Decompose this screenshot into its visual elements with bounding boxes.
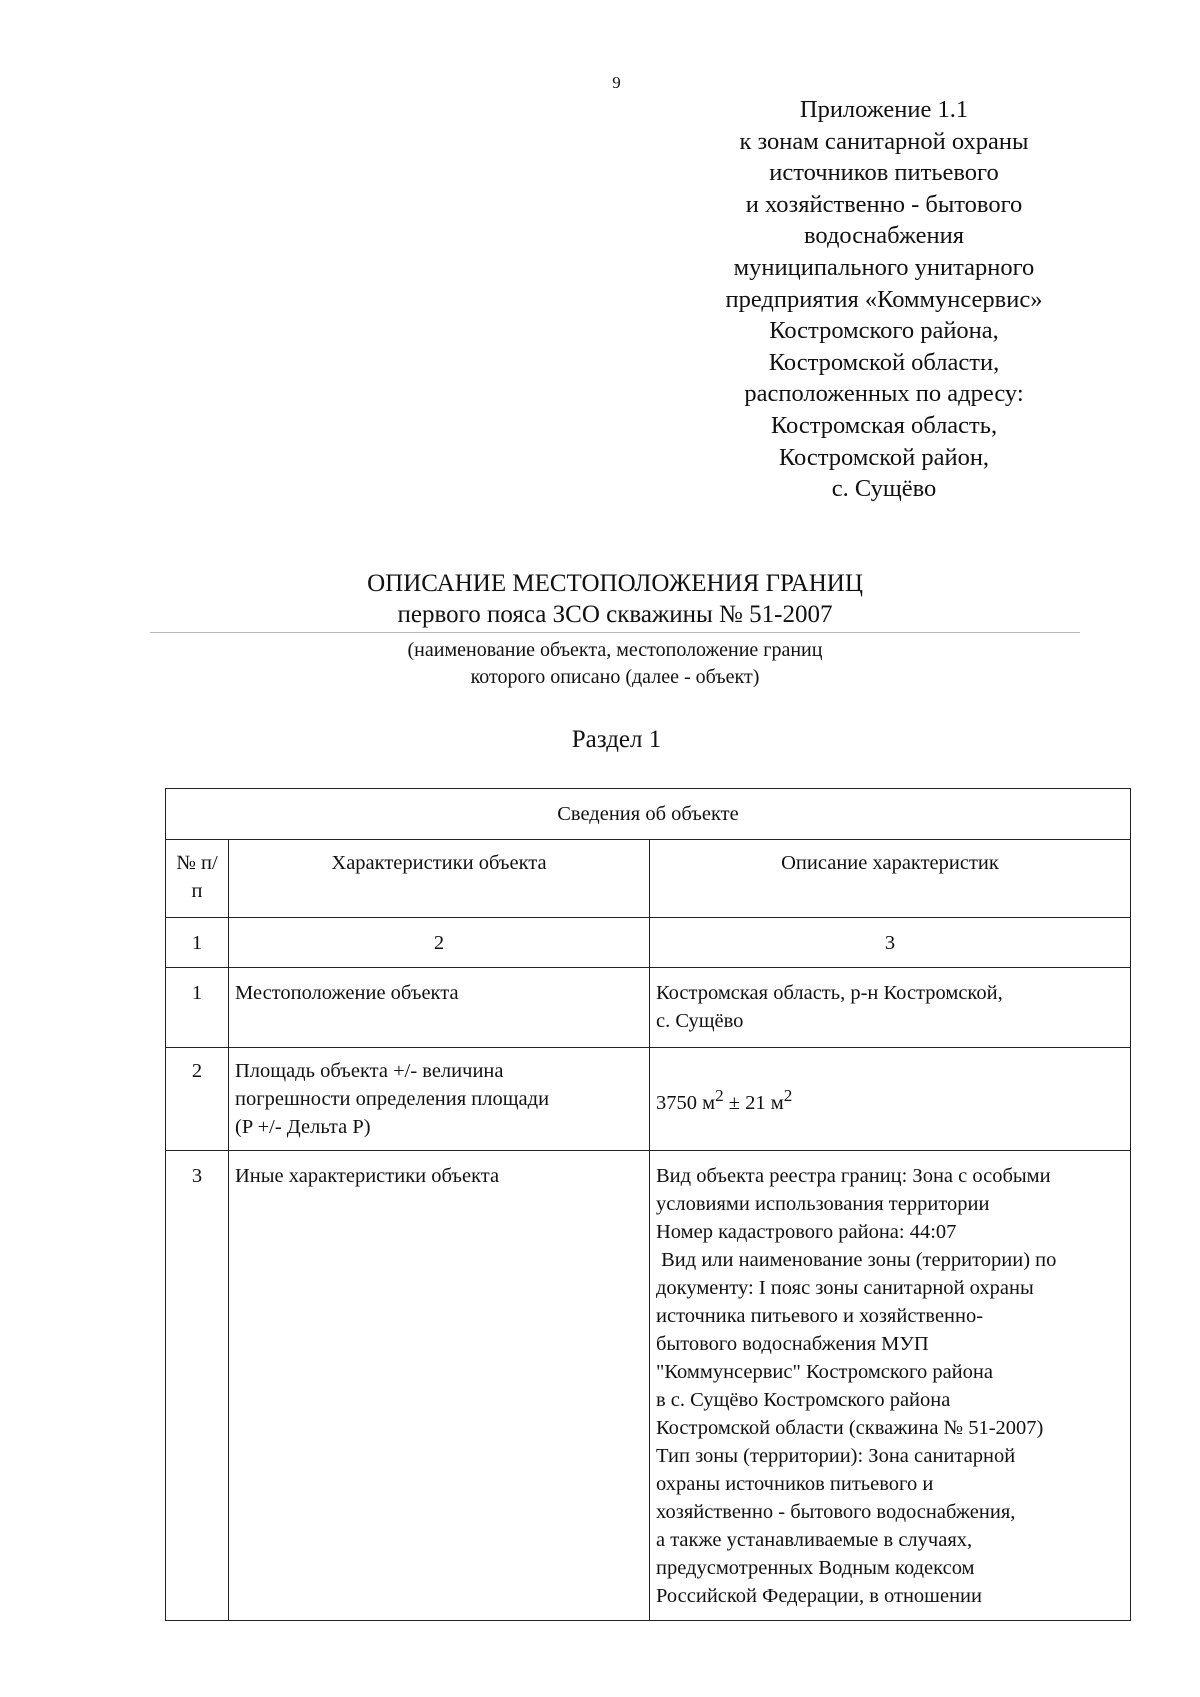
description-line: Номер кадастрового района: 44:07: [656, 1221, 957, 1243]
description-line: Вид или наименование зоны (территории) по: [656, 1249, 1057, 1271]
characteristic-line: (P +/- Дельта P): [235, 1116, 371, 1138]
description-line: Российской Федерации, в отношении: [656, 1585, 982, 1607]
description-line: предусмотренных Водным кодексом: [656, 1557, 975, 1579]
table-row: [166, 1048, 1131, 1151]
area-unit-power: 2: [715, 1085, 724, 1105]
appendix-line: к зонам санитарной охраны: [739, 127, 1029, 155]
appendix-line: Костромская область,: [770, 411, 998, 439]
area-value: [650, 1048, 1131, 1151]
description-line: источника питьевого и хозяйственно-: [656, 1305, 984, 1327]
description-line: Вид объекта реестра границ: Зона с особыми: [656, 1165, 1051, 1187]
description-line: Костромская область, р-н Костромской,: [656, 982, 1003, 1004]
appendix-line: Приложение 1.1: [799, 96, 969, 123]
appendix-line: муниципального унитарного: [733, 253, 1035, 281]
description-line: Костромской области (скважина № 51-2007): [656, 1417, 1044, 1439]
description-line: документу: I пояс зоны санитарной охраны: [656, 1277, 1034, 1299]
description-line: условиями использования территории: [656, 1193, 990, 1215]
row-characteristic: Местоположение объекта: [229, 968, 650, 1048]
document-subtitle: первого пояса ЗСО скважины № 51-2007: [397, 601, 833, 628]
title-note-line: которого описано (далее - объект): [470, 666, 760, 688]
appendix-line: источников питьевого: [769, 159, 999, 187]
appendix-line: расположенных по адресу:: [744, 380, 1024, 408]
document-title-block: [150, 568, 1080, 691]
characteristic-line: погрешности определения площади: [235, 1088, 550, 1110]
appendix-line: Костромского района,: [769, 317, 999, 345]
row-characteristic: Иные характеристики объекта: [229, 1151, 650, 1621]
table-caption: Сведения об объекте: [166, 789, 1131, 840]
appendix-line: Костромской области,: [768, 348, 1000, 376]
table-caption-row: [166, 789, 1131, 840]
title-note-line: (наименование объекта, местоположение границ: [407, 639, 823, 661]
appendix-line: с. Сущёво: [831, 475, 937, 503]
section-title: Раздел 1: [571, 726, 662, 753]
table-header-row: [166, 840, 1131, 918]
description-line: с. Сущёво: [656, 1010, 744, 1032]
row-characteristic: [229, 1048, 650, 1151]
characteristic-line: Площадь объекта +/- величина: [235, 1060, 504, 1082]
title-underline: [150, 632, 1080, 633]
area-number: 3750 м: [656, 1091, 716, 1114]
description-line: хозяйственно - бытового водоснабжения,: [656, 1501, 1016, 1523]
column-number: 1: [166, 918, 229, 968]
column-number: 2: [229, 918, 650, 968]
document-title: ОПИСАНИЕ МЕСТОПОЛОЖЕНИЯ ГРАНИЦ: [367, 570, 863, 597]
table-row: [166, 968, 1131, 1048]
row-description: [650, 968, 1131, 1048]
column-number-row: [166, 918, 1131, 968]
description-line: в с. Сущёво Костромского района: [656, 1389, 951, 1411]
appendix-block: [664, 94, 1104, 505]
row-number: 2: [166, 1048, 229, 1151]
header-characteristic: Характеристики объекта: [229, 840, 650, 918]
header-description: Описание характеристик: [650, 840, 1131, 918]
column-number: 3: [650, 918, 1131, 968]
description-line: Тип зоны (территории): Зона санитарной: [656, 1445, 1016, 1467]
appendix-line: предприятия «Коммунсервис»: [725, 285, 1043, 313]
row-number: 3: [166, 1151, 229, 1621]
description-line: а также устанавливаемые в случаях,: [656, 1529, 973, 1551]
area-tolerance: ± 21 м: [723, 1091, 784, 1114]
description-line: охраны источников питьевого и: [656, 1473, 934, 1495]
header-num: № п/п: [166, 840, 229, 918]
appendix-line: и хозяйственно - бытового: [745, 190, 1023, 218]
row-description: [650, 1151, 1131, 1621]
page-number: 9: [612, 73, 621, 92]
appendix-line: Костромской район,: [778, 443, 990, 471]
table-row: [166, 1151, 1131, 1621]
object-info-table: [165, 788, 1131, 1621]
description-line: "Коммунсервис" Костромского района: [656, 1361, 993, 1383]
description-line: бытового водоснабжения МУП: [656, 1333, 929, 1355]
tolerance-unit-power: 2: [783, 1085, 793, 1105]
appendix-line: водоснабжения: [804, 222, 964, 250]
row-number: 1: [166, 968, 229, 1048]
